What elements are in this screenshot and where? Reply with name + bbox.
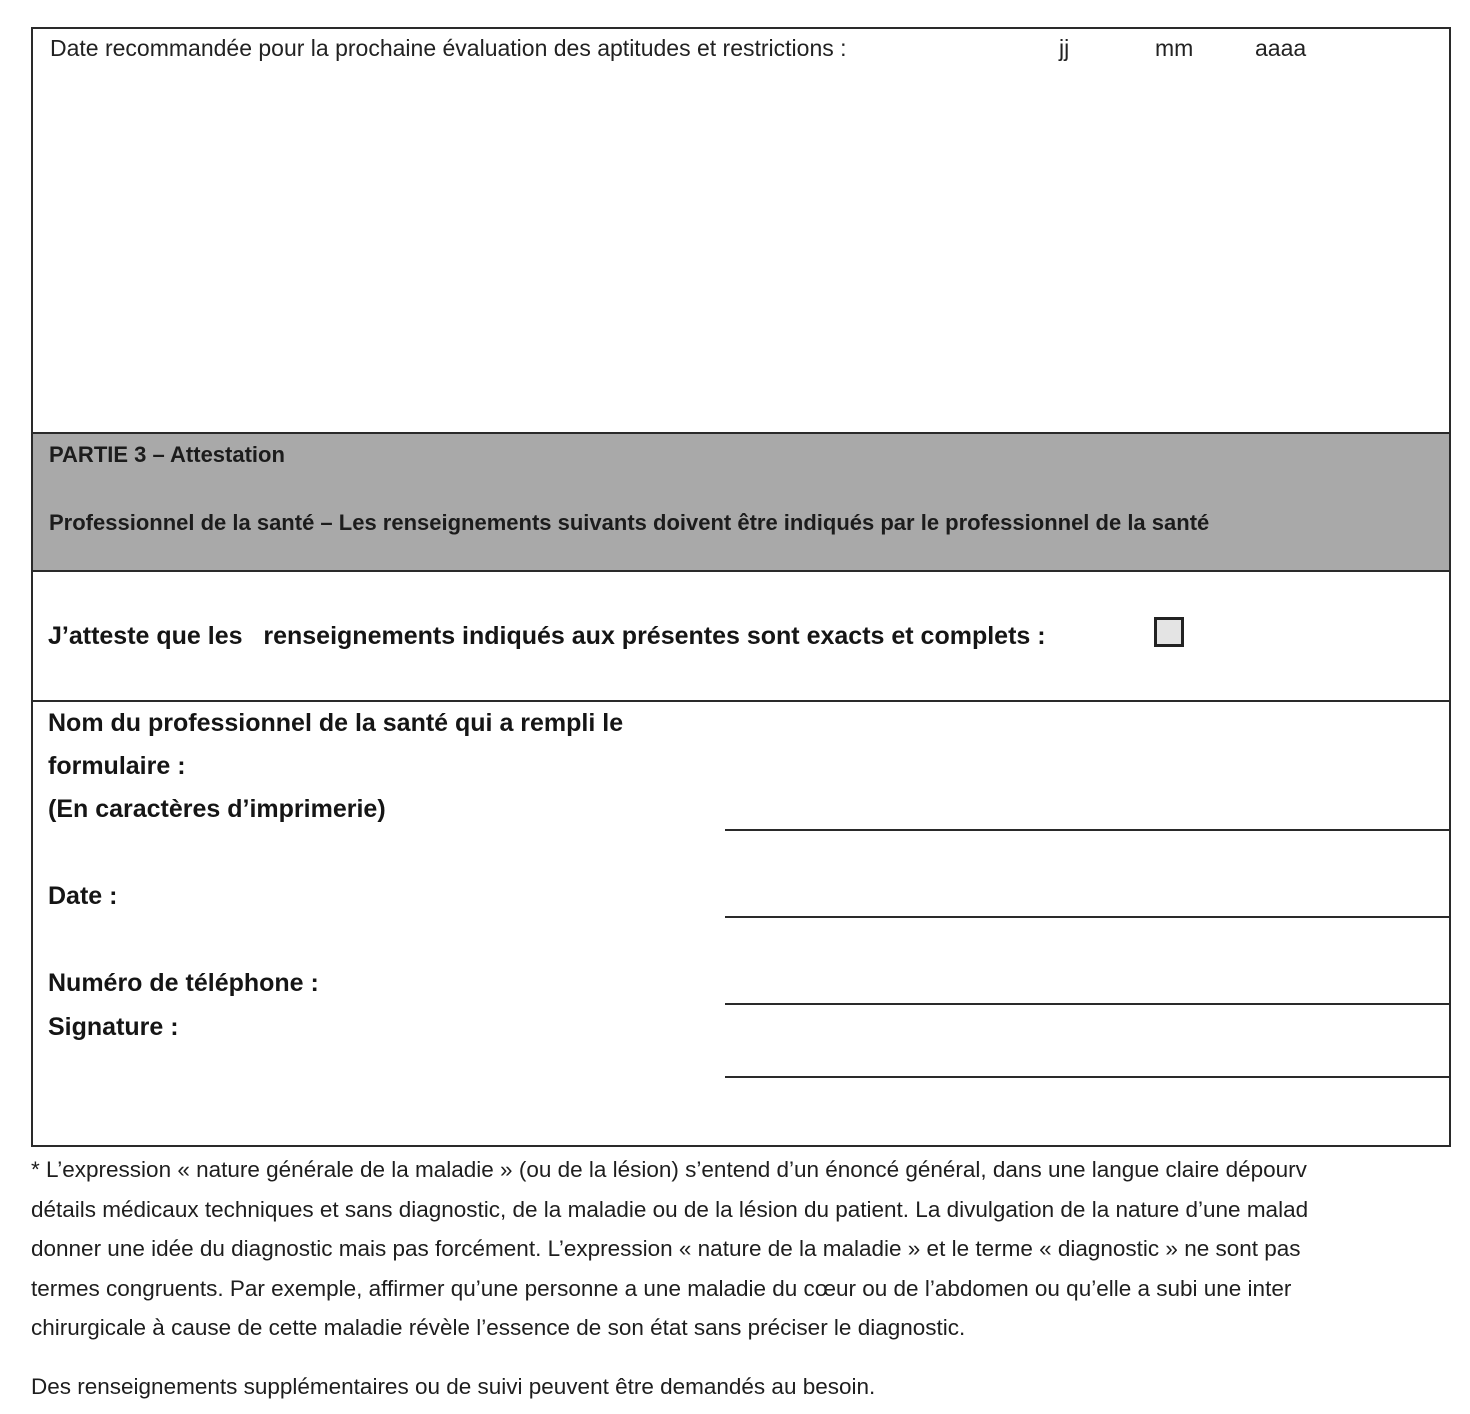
footnote-line: termes congruents. Par exemple, affirmer qu’une personne a une maladie du cœur ou de l’abdomen ou qu’elle a subi une inter — [31, 1275, 1292, 1301]
attestation-checkbox[interactable] — [1154, 617, 1184, 647]
next-evaluation-date-label: Date recommandée pour la prochaine évaluation des aptitudes et restrictions : — [50, 35, 847, 61]
footnote-line: * L’expression « nature générale de la maladie » (ou de la lésion) s’entend d’un énoncé général, dans une langue claire dépourv — [31, 1157, 1307, 1182]
phone-input[interactable] — [725, 961, 1449, 1003]
additional-info-note: Des renseignements supplémentaires ou de suivi peuvent être demandés au besoin. — [31, 1374, 876, 1399]
professional-name-input[interactable] — [725, 787, 1449, 829]
signature-label: Signature : — [48, 1013, 179, 1041]
phone-underline — [725, 1003, 1449, 1005]
footnote-line: donner une idée du diagnostic mais pas forcément. L’expression « nature de la maladie » et le terme « diagnostic » ne sont pas — [31, 1236, 1301, 1261]
signature-input[interactable] — [725, 1034, 1449, 1076]
footnote — [31, 1150, 1470, 1348]
part3-subtitle: Professionnel de la santé – Les renseignements suivants doivent être indiqués par le professionnel de la santé — [49, 510, 1210, 535]
date-underline — [725, 916, 1449, 918]
professional-name-label-line2: formulaire : — [48, 752, 186, 780]
attestation-section — [33, 572, 1449, 702]
date-label: Date : — [48, 882, 118, 910]
professional-name-label — [48, 702, 623, 831]
date-month-field[interactable]: mm — [1155, 35, 1194, 61]
professional-name-label-line1: Nom du professionnel de la santé qui a rempli le — [48, 709, 624, 737]
signature-underline — [725, 1076, 1449, 1078]
attestation-text: J’atteste que les renseignements indiqués aux présentes sont exacts et complets : — [48, 622, 1046, 650]
date-year-field[interactable]: aaaa — [1255, 35, 1307, 61]
form-frame — [31, 27, 1451, 1147]
professional-name-label-line3: (En caractères d’imprimerie) — [48, 795, 386, 823]
date-input[interactable] — [725, 874, 1449, 916]
footnote-line: détails médicaux techniques et sans diagnostic, de la maladie ou de la lésion du patient. La divulgation de la nature d’une malad — [31, 1196, 1309, 1222]
professional-name-underline — [725, 829, 1449, 831]
date-day-field[interactable]: jj — [1059, 35, 1070, 61]
footnote-line: chirurgicale à cause de cette maladie révèle l’essence de son état sans préciser le diagnostic. — [31, 1315, 966, 1340]
part3-title: PARTIE 3 – Attestation — [49, 442, 285, 467]
part3-header — [33, 434, 1449, 572]
next-evaluation-date-section — [33, 29, 1449, 434]
phone-label: Numéro de téléphone : — [48, 969, 319, 997]
